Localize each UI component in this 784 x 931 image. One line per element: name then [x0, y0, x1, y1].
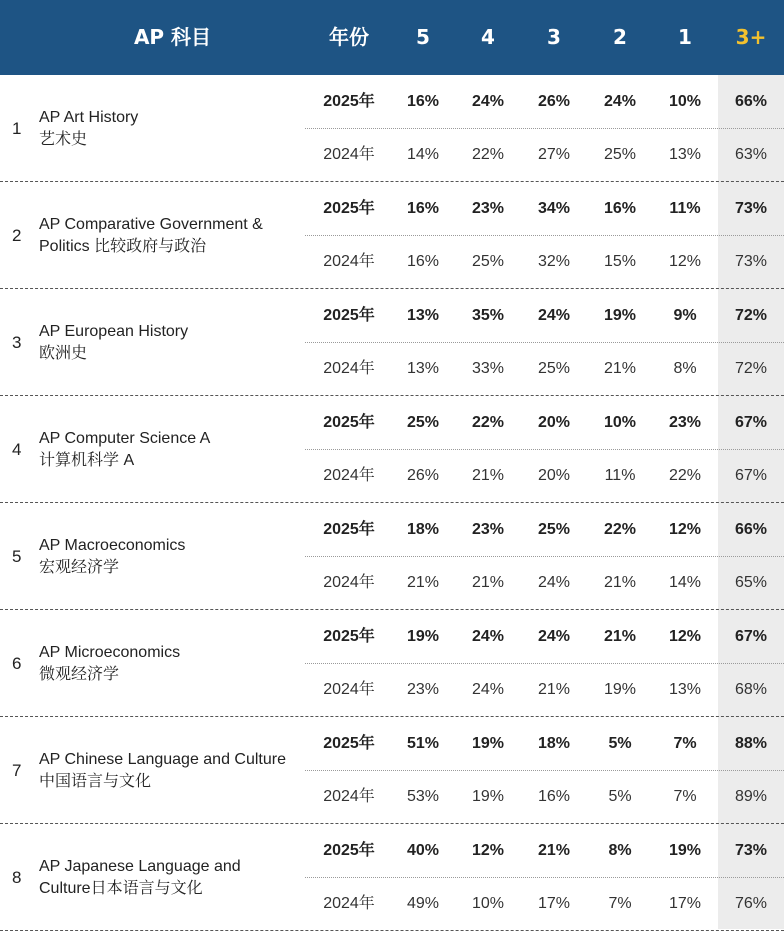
- score-3-pct: 24%: [537, 628, 571, 645]
- row-index: 5: [12, 547, 22, 566]
- year-label: 2025年: [323, 200, 375, 217]
- subject-name-cn: 宏观经济学: [39, 558, 120, 576]
- score-3-pct: 24%: [537, 307, 571, 324]
- score-3-pct: 27%: [537, 146, 571, 163]
- score-1-pct: 9%: [673, 307, 697, 324]
- score-3-plus-pct: 63%: [734, 146, 768, 163]
- row-index: 3: [12, 333, 22, 352]
- score-5-pct: 21%: [406, 574, 440, 591]
- score-5-pct: 13%: [406, 307, 440, 324]
- year-label: 2025年: [323, 93, 375, 110]
- year-label: 2024年: [323, 574, 375, 591]
- score-5-pct: 26%: [406, 467, 440, 484]
- score-3-plus-pct: 67%: [734, 467, 768, 484]
- subject-name: [39, 717, 307, 824]
- score-5-pct: 40%: [406, 842, 440, 859]
- score-3-plus-pct: 65%: [734, 574, 768, 591]
- year-2024-row: [305, 235, 784, 288]
- score-1-pct: 17%: [668, 895, 702, 912]
- score-2-pct: 25%: [603, 146, 637, 163]
- subject-name: [39, 503, 307, 610]
- score-3-plus-pct: 73%: [734, 842, 768, 859]
- table-row: [0, 289, 784, 396]
- score-3-pct: 34%: [537, 200, 571, 217]
- score-1-pct: 12%: [668, 628, 702, 645]
- score-2-pct: 7%: [608, 895, 632, 912]
- score-5-pct: 19%: [406, 628, 440, 645]
- year-label: 2024年: [323, 467, 375, 484]
- score-4-pct: 23%: [471, 200, 505, 217]
- subject-name-en: AP Computer Science A: [39, 429, 211, 447]
- score-1-pct: 22%: [668, 467, 702, 484]
- subject-name-cn: 欧洲史: [39, 344, 88, 362]
- year-label: 2024年: [323, 253, 375, 270]
- subject-name-en: AP Japanese Language and: [39, 857, 241, 875]
- year-2025-row: [305, 824, 784, 878]
- score-1-pct: 14%: [668, 574, 702, 591]
- score-4-pct: 24%: [471, 628, 505, 645]
- year-2024-row: [305, 663, 784, 716]
- header-score-1: 1: [678, 25, 692, 49]
- score-1-pct: 10%: [668, 93, 702, 110]
- score-4-pct: 35%: [471, 307, 505, 324]
- score-4-pct: 25%: [471, 253, 505, 270]
- year-2025-row: [305, 75, 784, 129]
- subject-name-cn: Culture日本语言与文化: [39, 879, 203, 897]
- score-3-pct: 20%: [537, 467, 571, 484]
- score-1-pct: 13%: [668, 681, 702, 698]
- year-2025-row: [305, 289, 784, 343]
- score-2-pct: 21%: [603, 360, 637, 377]
- year-2024-row: [305, 449, 784, 502]
- score-2-pct: 10%: [603, 414, 637, 431]
- score-3-pct: 16%: [537, 788, 571, 805]
- row-index: 8: [12, 868, 22, 887]
- year-2025-row: [305, 610, 784, 664]
- year-label: 2024年: [323, 360, 375, 377]
- year-2025-row: [305, 717, 784, 771]
- score-3-plus-pct: 73%: [734, 253, 768, 270]
- year-label: 2025年: [323, 307, 375, 324]
- year-2025-row: [305, 503, 784, 557]
- score-3-plus-pct: 89%: [734, 788, 768, 805]
- subject-name-en: AP Comparative Government &: [39, 215, 263, 233]
- score-3-pct: 25%: [537, 521, 571, 538]
- year-label: 2025年: [323, 735, 375, 752]
- score-4-pct: 12%: [471, 842, 505, 859]
- row-index: 2: [12, 226, 22, 245]
- subject-name-cn: 艺术史: [39, 130, 88, 148]
- score-1-pct: 11%: [669, 200, 701, 217]
- year-label: 2024年: [323, 146, 375, 163]
- score-4-pct: 22%: [471, 146, 505, 163]
- score-3-plus-pct: 66%: [734, 521, 768, 538]
- table-row: [0, 717, 784, 824]
- score-4-pct: 19%: [471, 735, 505, 752]
- subject-name-cn: 计算机科学 A: [39, 451, 135, 469]
- score-2-pct: 15%: [603, 253, 637, 270]
- score-3-pct: 18%: [537, 735, 571, 752]
- subject-name: [39, 824, 307, 931]
- header-score-5: 5: [416, 25, 430, 49]
- year-label: 2024年: [323, 895, 375, 912]
- score-2-pct: 22%: [603, 521, 637, 538]
- score-2-pct: 19%: [603, 307, 637, 324]
- row-index: 4: [12, 440, 22, 459]
- score-5-pct: 23%: [406, 681, 440, 698]
- table-row: [0, 75, 784, 182]
- subject-name-en: AP Macroeconomics: [39, 536, 186, 554]
- subject-name: [39, 182, 307, 289]
- header-score-3: 3: [547, 25, 561, 49]
- score-3-pct: 26%: [537, 93, 571, 110]
- score-1-pct: 12%: [668, 253, 702, 270]
- score-3-plus-pct: 66%: [734, 93, 768, 110]
- score-4-pct: 22%: [471, 414, 505, 431]
- score-2-pct: 5%: [608, 735, 632, 752]
- subject-name-cn: 中国语言与文化: [39, 772, 152, 790]
- year-2025-row: [305, 396, 784, 450]
- year-2024-row: [305, 556, 784, 609]
- score-2-pct: 21%: [603, 574, 637, 591]
- header-score-2: 2: [613, 25, 627, 49]
- score-5-pct: 53%: [406, 788, 440, 805]
- score-1-pct: 19%: [668, 842, 702, 859]
- subject-name-en: AP Chinese Language and Culture: [39, 750, 286, 768]
- score-5-pct: 16%: [406, 253, 440, 270]
- table-row: [0, 503, 784, 610]
- score-2-pct: 5%: [608, 788, 632, 805]
- score-3-pct: 21%: [537, 842, 571, 859]
- score-3-pct: 17%: [537, 895, 571, 912]
- score-4-pct: 19%: [471, 788, 505, 805]
- score-2-pct: 19%: [603, 681, 637, 698]
- score-3-plus-pct: 73%: [734, 200, 768, 217]
- score-4-pct: 21%: [471, 574, 505, 591]
- score-1-pct: 8%: [673, 360, 697, 377]
- score-5-pct: 49%: [406, 895, 440, 912]
- subject-name-en: AP European History: [39, 322, 189, 340]
- year-label: 2025年: [323, 628, 375, 645]
- table-row: [0, 824, 784, 931]
- table-row: [0, 182, 784, 289]
- score-4-pct: 24%: [471, 93, 505, 110]
- year-label: 2025年: [323, 842, 375, 859]
- score-1-pct: 12%: [668, 521, 702, 538]
- score-3-plus-pct: 68%: [734, 681, 768, 698]
- score-3-pct: 20%: [537, 414, 571, 431]
- row-index: 7: [12, 761, 22, 780]
- score-1-pct: 7%: [673, 735, 697, 752]
- score-5-pct: 16%: [406, 93, 440, 110]
- year-2024-row: [305, 342, 784, 395]
- score-2-pct: 16%: [603, 200, 637, 217]
- row-index: 1: [12, 119, 22, 138]
- score-3-pct: 21%: [537, 681, 571, 698]
- subject-name: [39, 289, 307, 396]
- score-3-pct: 25%: [537, 360, 571, 377]
- score-5-pct: 14%: [406, 146, 440, 163]
- score-4-pct: 23%: [471, 521, 505, 538]
- score-2-pct: 8%: [608, 842, 632, 859]
- row-index: 6: [12, 654, 22, 673]
- score-4-pct: 33%: [471, 360, 505, 377]
- score-1-pct: 23%: [668, 414, 702, 431]
- score-3-plus-pct: 72%: [734, 360, 768, 377]
- score-2-pct: 24%: [603, 93, 637, 110]
- score-3-plus-pct: 67%: [734, 628, 768, 645]
- subject-name-en: AP Microeconomics: [39, 643, 181, 661]
- score-4-pct: 10%: [471, 895, 505, 912]
- header-score-4: 4: [481, 25, 495, 49]
- score-3-pct: 24%: [537, 574, 571, 591]
- score-2-pct: 11%: [604, 467, 636, 484]
- table-header: [0, 0, 784, 75]
- score-2-pct: 21%: [603, 628, 637, 645]
- year-label: 2025年: [323, 521, 375, 538]
- subject-name: [39, 75, 307, 182]
- subject-name: [39, 610, 307, 717]
- score-3-plus-pct: 76%: [734, 895, 768, 912]
- score-3-plus-pct: 72%: [734, 307, 768, 324]
- year-label: 2025年: [323, 414, 375, 431]
- header-score-3-plus: 3+: [735, 25, 767, 49]
- year-2024-row: [305, 877, 784, 930]
- header-year: 年份: [329, 25, 369, 49]
- score-4-pct: 21%: [471, 467, 505, 484]
- year-2024-row: [305, 770, 784, 823]
- year-2024-row: [305, 128, 784, 181]
- score-3-plus-pct: 67%: [734, 414, 768, 431]
- year-2025-row: [305, 182, 784, 236]
- table-row: [0, 396, 784, 503]
- subject-name-cn: Politics 比较政府与政治: [39, 237, 207, 255]
- table-body: [0, 75, 784, 931]
- year-label: 2024年: [323, 788, 375, 805]
- score-3-pct: 32%: [537, 253, 571, 270]
- score-4-pct: 24%: [471, 681, 505, 698]
- subject-name: [39, 396, 307, 503]
- subject-name-en: AP Art History: [39, 108, 139, 126]
- subject-name-cn: 微观经济学: [39, 665, 120, 683]
- year-label: 2024年: [323, 681, 375, 698]
- score-1-pct: 7%: [673, 788, 697, 805]
- score-5-pct: 25%: [406, 414, 440, 431]
- score-5-pct: 18%: [406, 521, 440, 538]
- score-5-pct: 13%: [406, 360, 440, 377]
- score-5-pct: 51%: [406, 735, 440, 752]
- header-subject: AP 科目: [133, 25, 212, 49]
- score-5-pct: 16%: [406, 200, 440, 217]
- score-1-pct: 13%: [668, 146, 702, 163]
- score-3-plus-pct: 88%: [734, 735, 768, 752]
- table-row: [0, 610, 784, 717]
